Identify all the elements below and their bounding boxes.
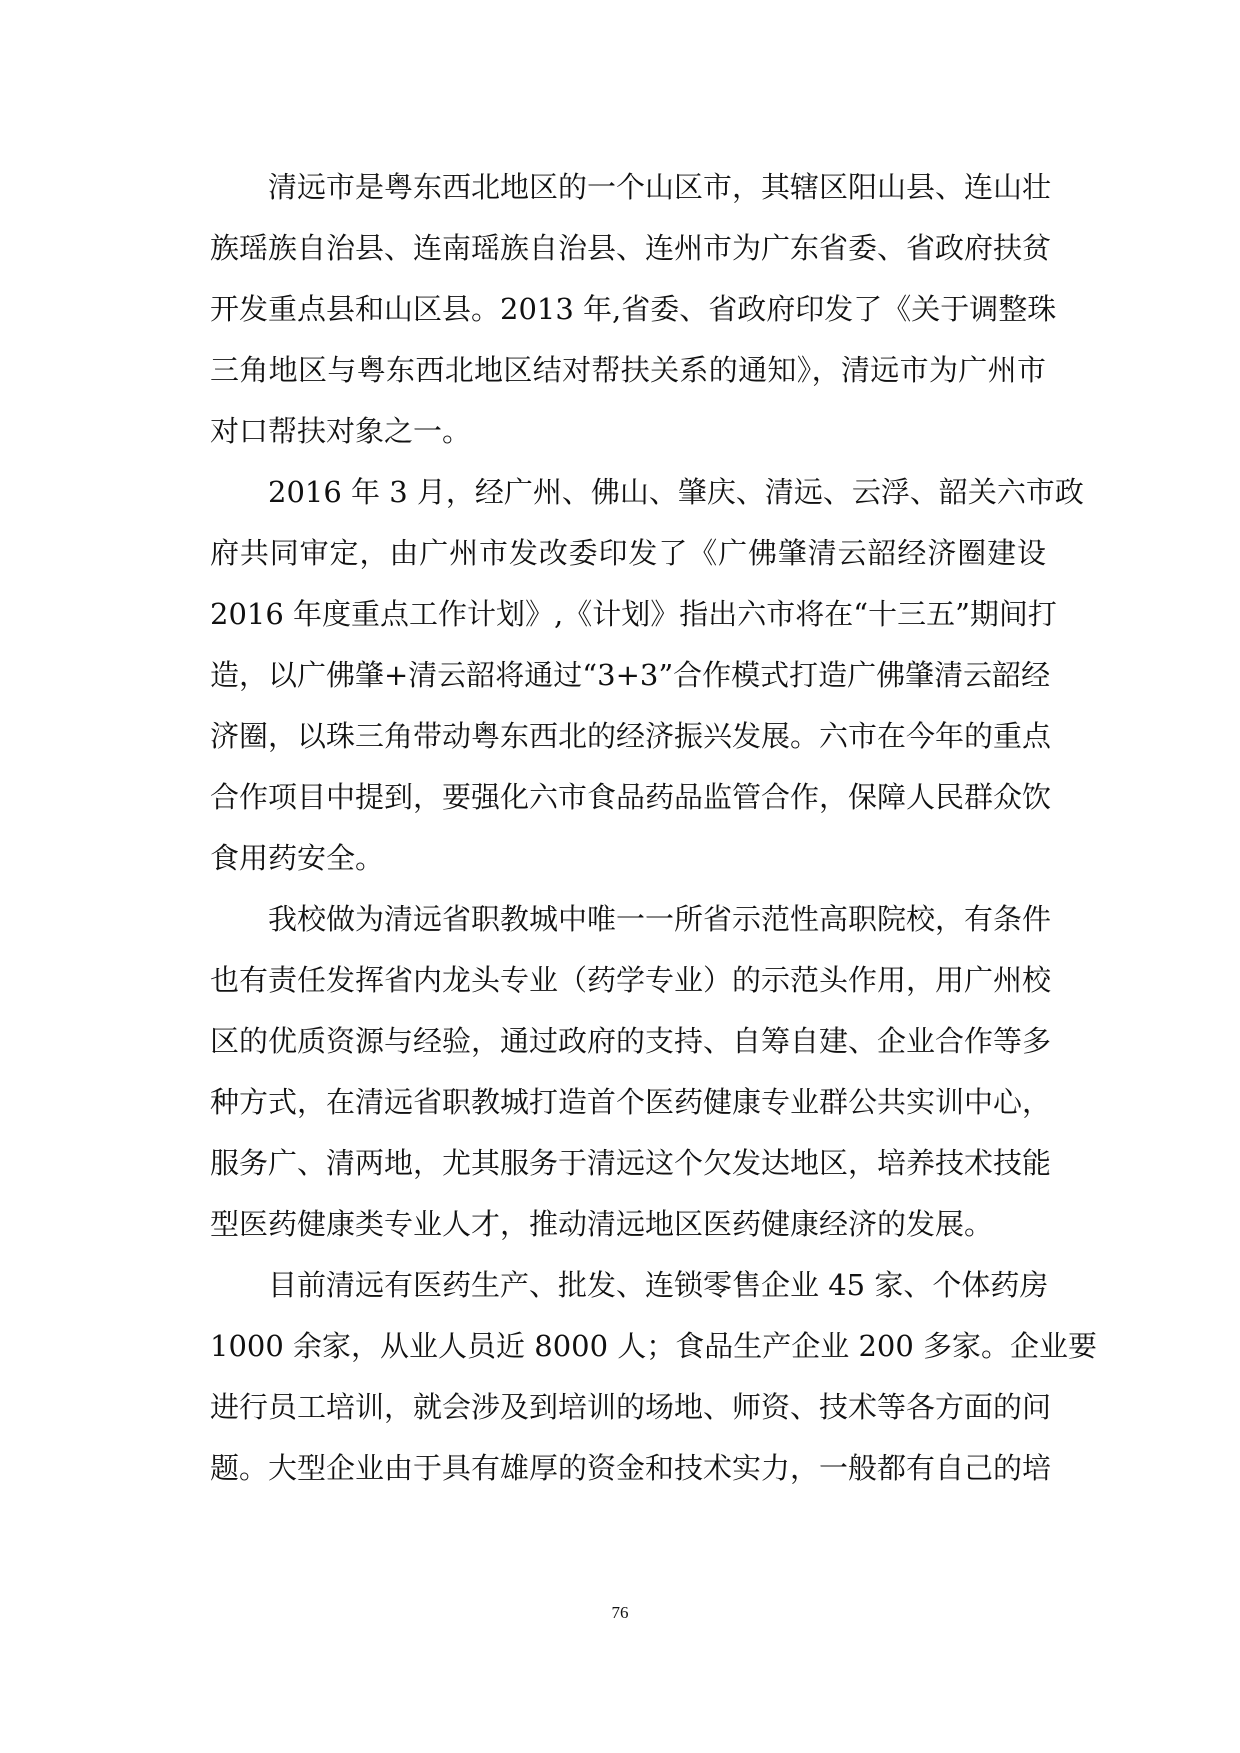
paragraph-3-line-5: 服务广、清两地，尤其服务于清远这个欠发达地区，培养技术技能 xyxy=(210,1146,1052,1180)
paragraph-4-line-1: 目前清远有医药生产、批发、连锁零售企业 45 家、个体药房 xyxy=(268,1268,1049,1302)
paragraph-4-line-4: 题。大型企业由于具有雄厚的资金和技术实力，一般都有自己的培 xyxy=(210,1451,1052,1485)
paragraph-1-line-3: 开发重点县和山区县。2013 年,省委、省政府印发了《关于调整珠 xyxy=(210,292,1057,326)
body-text xyxy=(210,157,1098,1499)
paragraph-3-line-1: 我校做为清远省职教城中唯一一所省示范性高职院校，有条件 xyxy=(268,902,1052,936)
paragraph-3-line-2: 也有责任发挥省内龙头专业（药学专业）的示范头作用，用广州校 xyxy=(210,963,1052,997)
paragraph-3-line-4: 种方式，在清远省职教城打造首个医药健康专业群公共实训中心， xyxy=(210,1085,1052,1119)
paragraph-4-line-2: 1000 余家，从业人员近 8000 人；食品生产企业 200 多家。企业要 xyxy=(210,1329,1098,1363)
paragraph-3-line-3: 区的优质资源与经验，通过政府的支持、自筹自建、企业合作等多 xyxy=(210,1024,1052,1058)
paragraph-1-line-5: 对口帮扶对象之一。 xyxy=(210,414,472,448)
paragraph-4-line-3: 进行员工培训，就会涉及到培训的场地、师资、技术等各方面的问 xyxy=(210,1390,1052,1424)
paragraph-1-line-2: 族瑶族自治县、连南瑶族自治县、连州市为广东省委、省政府扶贫 xyxy=(210,231,1052,265)
paragraph-2-line-3: 2016 年度重点工作计划》,《计划》指出六市将在“十三五”期间打 xyxy=(210,597,1057,631)
paragraph-2-line-1: 2016 年 3 月，经广州、佛山、肇庆、清远、云浮、韶关六市政 xyxy=(268,475,1084,509)
paragraph-2-line-2: 府共同审定，由广州市发改委印发了《广佛肇清云韶经济圈建设 xyxy=(210,536,1046,570)
paragraph-1-line-1: 清远市是粤东西北地区的一个山区市，其辖区阳山县、连山壮 xyxy=(268,170,1052,204)
paragraph-3-line-6: 型医药健康类专业人才，推动清远地区医药健康经济的发展。 xyxy=(210,1207,994,1241)
paragraph-2-line-5: 济圈，以珠三角带动粤东西北的经济振兴发展。六市在今年的重点 xyxy=(210,719,1052,753)
paragraph-2-line-7: 食用药安全。 xyxy=(210,841,385,875)
paragraph-2-line-6: 合作项目中提到，要强化六市食品药品监管合作，保障人民群众饮 xyxy=(210,780,1052,814)
paragraph-2-line-4: 造，以广佛肇+清云韶将通过“3+3”合作模式打造广佛肇清云韶经 xyxy=(210,658,1051,692)
paragraph-1-line-4: 三角地区与粤东西北地区结对帮扶关系的通知》，清远市为广州市 xyxy=(210,353,1046,387)
page-number: 76 xyxy=(611,1603,629,1622)
